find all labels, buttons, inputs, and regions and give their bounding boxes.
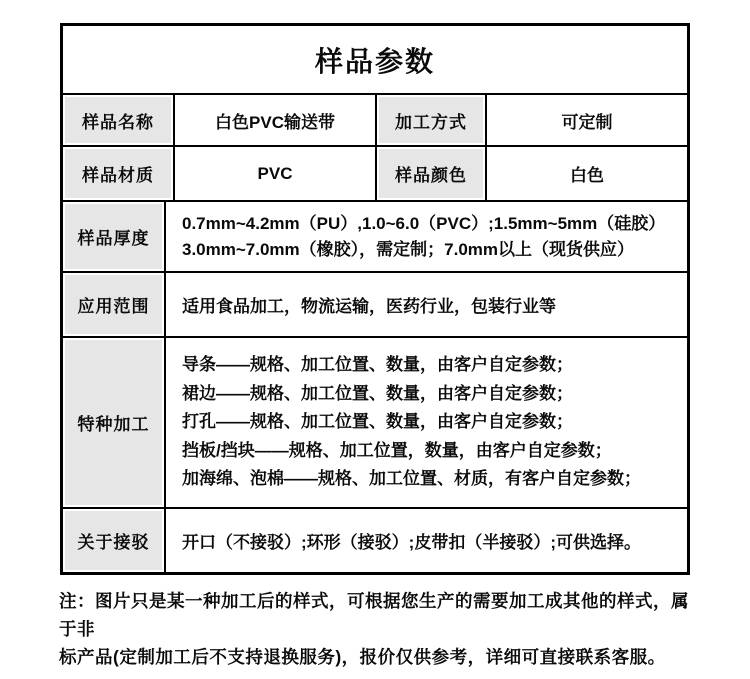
row-about-joint — [63, 507, 687, 572]
row-special-processing — [63, 336, 687, 507]
special-line-2: 裙边——规格、加工位置、数量，由客户自定参数； — [182, 383, 573, 403]
sample-name-label: 样品名称 — [63, 95, 173, 145]
table-title: 样品参数 — [314, 45, 435, 77]
sample-thickness-value — [164, 202, 687, 271]
special-line-5: 加海绵、泡棉——规格、加工位置、材质，有客户自定参数； — [182, 469, 641, 489]
process-method-label: 加工方式 — [375, 95, 485, 145]
process-method-value: 可定制 — [485, 95, 687, 145]
spec-table — [60, 23, 690, 575]
special-processing-label: 特种加工 — [63, 338, 164, 507]
row-sample-material — [63, 145, 687, 200]
special-line-3: 打孔——规格、加工位置、数量，由客户自定参数； — [182, 412, 573, 432]
footnote-line-2: 标产品(定制加工后不支持退换服务)，报价仅供参考，详细可直接联系客服。 — [59, 647, 666, 667]
row-sample-name — [63, 93, 687, 145]
sample-name-value: 白色PVC输送带 — [173, 95, 375, 145]
thickness-line-2: 3.0mm~7.0mm（橡胶），需定制；7.0mm以上（现货供应） — [182, 239, 635, 259]
sample-material-value: PVC — [173, 147, 375, 200]
special-line-1: 导条——规格、加工位置、数量，由客户自定参数； — [182, 355, 573, 375]
special-processing-text — [182, 351, 641, 494]
application-scope-value: 适用食品加工，物流运输，医药行业，包装行业等 — [164, 273, 687, 336]
application-scope-label: 应用范围 — [63, 273, 164, 336]
special-processing-value — [164, 338, 687, 507]
footnote-line-1: 注：图片只是某一种加工后的样式，可根据您生产的需要加工成其他的样式，属于非 — [59, 591, 689, 639]
row-application-scope — [63, 271, 687, 336]
about-joint-value: 开口（不接驳）;环形（接驳）;皮带扣（半接驳）;可供选择。 — [164, 509, 687, 572]
sample-material-label: 样品材质 — [63, 147, 173, 200]
table-title-row — [63, 26, 687, 93]
thickness-text — [182, 211, 665, 263]
footnote — [59, 587, 695, 671]
sample-color-value: 白色 — [485, 147, 687, 200]
sample-thickness-label: 样品厚度 — [63, 202, 164, 271]
about-joint-label: 关于接驳 — [63, 509, 164, 572]
sample-color-label: 样品颜色 — [375, 147, 485, 200]
row-sample-thickness — [63, 200, 687, 271]
special-line-4: 挡板/挡块——规格、加工位置，数量，由客户自定参数； — [182, 440, 612, 460]
thickness-line-1: 0.7mm~4.2mm（PU）,1.0~6.0（PVC）;1.5mm~5mm（硅胶） — [182, 213, 666, 233]
